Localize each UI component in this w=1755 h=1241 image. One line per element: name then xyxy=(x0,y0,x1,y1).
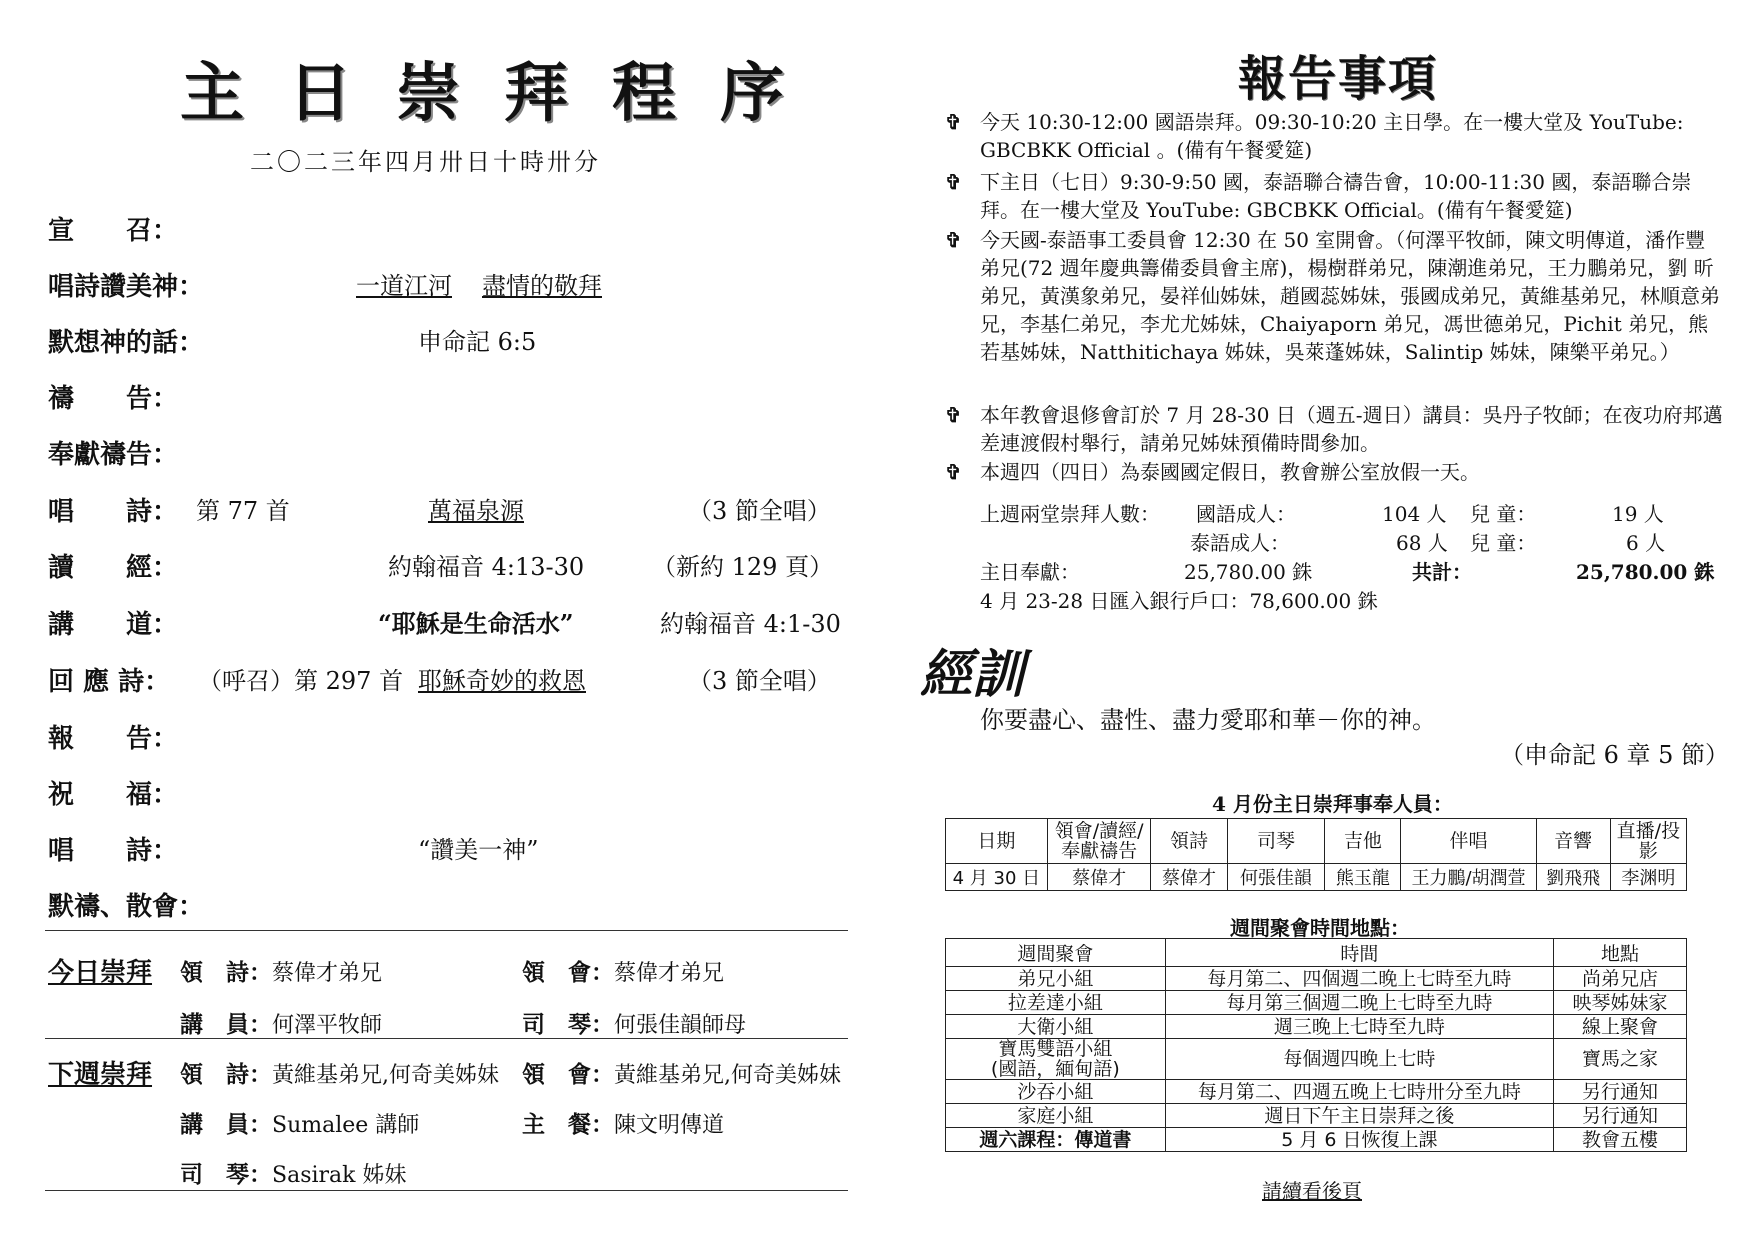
divider xyxy=(45,930,848,931)
table-header: 司琴 xyxy=(1227,819,1325,864)
role-person: Sasirak 姊妹 xyxy=(272,1163,407,1188)
table-header: 日期 xyxy=(946,819,1048,864)
order-label: 唱 詩： xyxy=(48,836,179,866)
order-response-hymn xyxy=(48,661,848,701)
sermon-title: “耶穌是生命活水” xyxy=(378,609,574,638)
total-label: 共計： xyxy=(1412,560,1472,584)
table-header: 吉他 xyxy=(1325,819,1401,864)
order-prayer xyxy=(48,378,848,418)
table-cell: 4 月 30 日 xyxy=(946,864,1048,891)
table-cell: 蔡偉才 xyxy=(1047,864,1151,891)
order-label: 回 應 詩： xyxy=(48,667,171,697)
offering-amount: 25,780.00 銖 xyxy=(1184,560,1313,584)
announcement-item: 本年教會退修會訂於 7 月 28-30 日（週五-週日）講員：吳丹子牧師；在夜功府邦邁差連渡假村舉行，請弟兄姊妹預備時間參加。 xyxy=(980,403,1723,455)
verse-reference: （申命記 6 章 5 節） xyxy=(1500,741,1730,769)
role-person: 黃維基弟兄,何奇美姊妹 xyxy=(614,1063,841,1088)
today-service-heading: 今日崇拜 xyxy=(48,958,153,988)
role-person: 陳文明傳道 xyxy=(614,1113,725,1138)
table-row xyxy=(946,1080,1687,1104)
meetings-table xyxy=(945,938,1687,1152)
continue-note: 請續看後頁 xyxy=(1262,1179,1362,1203)
table-header: 音響 xyxy=(1536,819,1610,864)
table-row xyxy=(946,1039,1687,1080)
table-header: 時間 xyxy=(1165,939,1553,967)
table-cell: 尚弟兄店 xyxy=(1554,967,1687,991)
order-label: 奉獻禱告： xyxy=(48,440,179,470)
announcement-item: 今天國-泰語事工委員會 12:30 在 50 室開會。（何澤平牧師，陳文明傳道，潘作豐弟兄(72 週年慶典籌備委員會主席)，楊樹群弟兄，陳潮進弟兄，王力鵬弟兄，劉 昕弟兄，黃漢象弟兄，晏祥仙姊妹，趙國蕊姊妹，張國成弟兄，黃維基弟兄，林順意弟兄，李基仁弟兄，李尤尤姊妹，Chaiyaporn 弟兄，馮世德弟兄，Pichit 弟兄，熊若基姊妹，Natthitichaya 姊妹，吳萊蓬姊妹，Salintip 姊妹，陳樂平弟兄。） xyxy=(980,228,1720,364)
table-cell: 5 月 6 日恢復上課 xyxy=(1165,1128,1553,1152)
offering-label: 主日奉獻： xyxy=(980,560,1080,584)
scripture-ref: 約翰福音 4:1-30 xyxy=(660,610,841,638)
verse-text: 你要盡心、盡性、盡力愛耶和華－你的神。 xyxy=(980,706,1436,734)
next-service-heading: 下週崇拜 xyxy=(48,1060,153,1090)
table-cell: 每月第二、四週五晚上七時卅分至九時 xyxy=(1165,1080,1553,1104)
role-person: Sumalee 講師 xyxy=(272,1113,420,1138)
divider xyxy=(45,1190,848,1191)
thai-adult-count: 68 人 xyxy=(1396,531,1448,555)
table-cell: 週六課程：傳道書 xyxy=(946,1128,1166,1152)
table-cell: 另行通知 xyxy=(1554,1080,1687,1104)
order-label: 默想神的話： xyxy=(48,328,205,358)
role-label: 主 餐：陳文明傳道 xyxy=(522,1111,725,1138)
cross-bullet-icon: ✞ xyxy=(945,228,962,252)
child-label: 兒 童： xyxy=(1470,502,1537,526)
bank-deposit: 4 月 23-28 日匯入銀行戶口：78,600.00 銖 xyxy=(980,589,1378,613)
hymn-title: “讚美一神” xyxy=(418,836,539,864)
role-label: 領 會：蔡偉才弟兄 xyxy=(522,959,725,986)
mandarin-child-count: 19 人 xyxy=(1612,502,1664,526)
table-row xyxy=(946,864,1687,891)
cross-bullet-icon: ✞ xyxy=(945,110,962,134)
order-label: 宣 召： xyxy=(48,216,179,246)
cross-bullet-icon: ✞ xyxy=(945,170,962,194)
order-benediction xyxy=(48,774,848,814)
table-header: 直播/投影 xyxy=(1610,819,1686,864)
thai-adult-label: 泰語成人： xyxy=(1190,531,1290,555)
table-row xyxy=(946,1128,1687,1152)
table-row xyxy=(946,1104,1687,1128)
order-hymn xyxy=(48,491,848,531)
table-cell: 王力鵬/胡潤萱 xyxy=(1401,864,1536,891)
table-cell: 週日下午主日崇拜之後 xyxy=(1165,1104,1553,1128)
thai-child-count: 6 人 xyxy=(1626,531,1666,555)
table-header: 領詩 xyxy=(1151,819,1227,864)
mandarin-adult-count: 104 人 xyxy=(1382,502,1447,526)
scripture-ref: 約翰福音 4:13-30 xyxy=(388,553,585,581)
table-cell: 線上聚會 xyxy=(1554,1015,1687,1039)
table-cell: 家庭小組 xyxy=(946,1104,1166,1128)
role-label: 領 詩：黃維基弟兄,何奇美姊妹 xyxy=(180,1061,499,1088)
order-meditation xyxy=(48,322,848,362)
table-row xyxy=(946,1015,1687,1039)
program-title: 主日崇拜程序 xyxy=(180,56,828,131)
order-label: 唱 詩： xyxy=(48,497,179,527)
table-header: 伴唱 xyxy=(1401,819,1536,864)
child-label: 兒 童： xyxy=(1470,531,1537,555)
table-cell: 拉差達小組 xyxy=(946,991,1166,1015)
role-person: 何張佳韻師母 xyxy=(614,1013,747,1038)
song-title: 一道江河 xyxy=(356,272,452,300)
order-call-to-worship xyxy=(48,210,848,250)
role-label: 司 琴：Sasirak 姊妹 xyxy=(180,1161,407,1188)
divider xyxy=(45,1038,848,1039)
table-cell: 另行通知 xyxy=(1554,1104,1687,1128)
song-title: 盡情的敬拜 xyxy=(482,272,602,300)
order-praise xyxy=(48,266,848,306)
meetings-caption: 週間聚會時間地點： xyxy=(1230,916,1410,940)
hymn-title: 萬福泉源 xyxy=(428,497,524,525)
order-dismissal xyxy=(48,886,848,926)
table-cell: 每月第二、四個週二晚上七時至九時 xyxy=(1165,967,1553,991)
verse-title: 經訓 xyxy=(920,644,1025,705)
announcements-title: 報告事項 xyxy=(1238,51,1439,107)
table-cell: 寶馬雙語小組 (國語，緬甸語) xyxy=(946,1039,1166,1080)
attendance-label: 上週兩堂崇拜人數： xyxy=(980,502,1160,526)
hymn-number: （呼召）第 297 首 xyxy=(198,667,404,695)
roster-caption: 4 月份主日崇拜事奉人員： xyxy=(1212,792,1453,816)
role-person: 蔡偉才弟兄 xyxy=(614,961,725,986)
order-label: 講 道： xyxy=(48,610,179,640)
table-row xyxy=(946,967,1687,991)
table-cell: 何張佳韻 xyxy=(1227,864,1325,891)
table-cell: 大衛小組 xyxy=(946,1015,1166,1039)
role-person: 何澤平牧師 xyxy=(272,1013,383,1038)
order-label: 唱詩讚美神： xyxy=(48,272,205,302)
order-announcements xyxy=(48,718,848,758)
order-label: 讀 經： xyxy=(48,553,179,583)
announcement-item: 下主日（七日）9:30-9:50 國，泰語聯合禱告會，10:00-11:30 國，泰語聯合崇拜。在一樓大堂及 YouTube: GBCBKK Official。(備有午餐愛筵) xyxy=(980,170,1692,222)
order-offering-prayer xyxy=(48,434,848,474)
role-label: 講 員：Sumalee 講師 xyxy=(180,1111,420,1138)
role-label: 講 員：何澤平牧師 xyxy=(180,1011,383,1038)
table-cell: 寶馬之家 xyxy=(1554,1039,1687,1080)
roster-table xyxy=(945,818,1687,891)
scripture-ref: 申命記 6:5 xyxy=(418,328,537,356)
verse-note: （3 節全唱） xyxy=(688,497,831,525)
role-label: 領 會：黃維基弟兄,何奇美姊妹 xyxy=(522,1061,841,1088)
order-reading xyxy=(48,547,848,587)
table-cell: 蔡偉才 xyxy=(1151,864,1227,891)
table-row xyxy=(946,991,1687,1015)
table-cell: 每月第三個週二晚上七時至九時 xyxy=(1165,991,1553,1015)
table-cell: 劉飛飛 xyxy=(1536,864,1610,891)
total-amount: 25,780.00 銖 xyxy=(1576,560,1715,584)
role-label: 領 詩：蔡偉才弟兄 xyxy=(180,959,383,986)
order-label: 報 告： xyxy=(48,724,179,754)
order-label: 默禱、散會： xyxy=(48,892,205,922)
announcement-item: 本週四（四日）為泰國國定假日，教會辦公室放假一天。 xyxy=(980,460,1480,484)
announcement-item: 今天 10:30-12:00 國語崇拜。09:30-10:20 主日學。在一樓大堂及 YouTube: GBCBKK Official 。(備有午餐愛筵) xyxy=(980,110,1684,162)
table-header-row xyxy=(946,939,1687,967)
mandarin-adult-label: 國語成人： xyxy=(1196,502,1296,526)
role-person: 蔡偉才弟兄 xyxy=(272,961,383,986)
table-cell: 熊玉龍 xyxy=(1325,864,1401,891)
order-label: 祝 福： xyxy=(48,780,179,810)
cross-bullet-icon: ✞ xyxy=(945,403,962,427)
table-header-row xyxy=(946,819,1687,864)
role-label: 司 琴：何張佳韻師母 xyxy=(522,1011,747,1038)
table-cell: 週三晚上七時至九時 xyxy=(1165,1015,1553,1039)
table-header: 地點 xyxy=(1554,939,1687,967)
order-sermon xyxy=(48,604,848,644)
table-cell: 教會五樓 xyxy=(1554,1128,1687,1152)
table-cell: 映琴姊妹家 xyxy=(1554,991,1687,1015)
table-header: 領會/讀經/奉獻禱告 xyxy=(1047,819,1151,864)
hymn-title: 耶穌奇妙的救恩 xyxy=(418,667,586,695)
table-cell: 每個週四晚上七時 xyxy=(1165,1039,1553,1080)
order-label: 禱 告： xyxy=(48,384,179,414)
table-header: 週間聚會 xyxy=(946,939,1166,967)
cross-bullet-icon: ✞ xyxy=(945,460,962,484)
role-person: 黃維基弟兄,何奇美姊妹 xyxy=(272,1063,499,1088)
verse-note: （3 節全唱） xyxy=(688,667,831,695)
table-cell: 沙吞小組 xyxy=(946,1080,1166,1104)
program-date: 二〇二三年四月卅日十時卅分 xyxy=(250,148,601,176)
page-note: （新約 129 頁） xyxy=(652,553,834,581)
table-cell: 李渊明 xyxy=(1610,864,1686,891)
order-closing-hymn xyxy=(48,830,848,870)
table-cell: 弟兄小組 xyxy=(946,967,1166,991)
hymn-number: 第 77 首 xyxy=(196,497,290,525)
